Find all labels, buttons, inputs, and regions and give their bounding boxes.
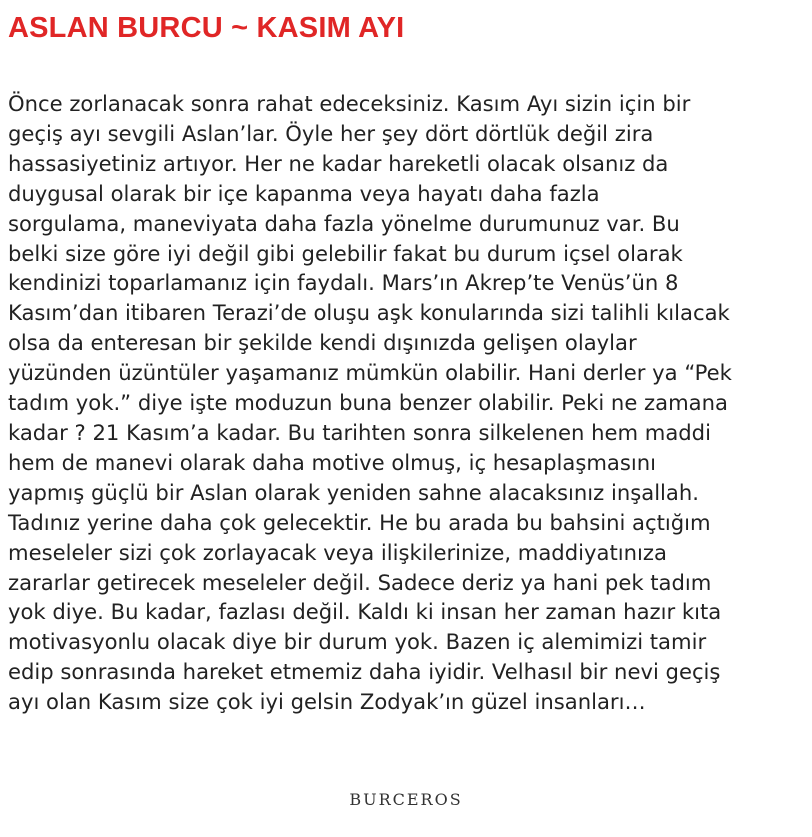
body-line: Kasım’dan itibaren Terazi’de oluşu aşk konularında sizi talihli kılacak — [8, 300, 730, 326]
body-line: Önce zorlanacak sonra rahat edeceksiniz. Kasım Ayı sizin için bir — [8, 91, 691, 116]
body-line: belki size göre iyi değil gibi gelebilir fakat bu durum içsel olarak — [8, 240, 683, 266]
body-line: geçiş ayı sevgili Aslan’lar. Öyle her şey dört dörtlük değil zira — [8, 120, 654, 146]
body-line: olsa da enteresan bir şekilde kendi dışınızda gelişen olaylar — [8, 330, 637, 356]
body-line: yapmış güçlü bir Aslan olarak yeniden sahne alacaksınız inşallah. — [8, 479, 699, 505]
body-line: edip sonrasında hareket etmemiz daha iyidir. Velhasıl bir nevi geçiş — [8, 659, 721, 685]
body-line: tadım yok.” diye işte moduzun buna benzer olabilir. Peki ne zamana — [8, 390, 728, 416]
body-line: kendinizi toparlamanız için faydalı. Mars’ın Akrep’te Venüs’ün 8 — [8, 270, 679, 296]
body-line: meseleler sizi çok zorlayacak veya ilişkilerinize, maddiyatınıza — [8, 539, 667, 565]
brand-footer: BURCEROS — [349, 790, 463, 809]
body-line: yok diye. Bu kadar, fazlası değil. Kaldı ki insan her zaman hazır kıta — [8, 599, 722, 625]
body-line: motivasyonlu olacak diye bir durum yok. Bazen iç alemimizi tamir — [8, 629, 707, 655]
body-line: hem de manevi olarak daha motive olmuş, iç hesaplaşmasını — [8, 449, 657, 475]
body-line: Tadınız yerine daha çok gelecektir. He bu arada bu bahsini açtığım — [8, 509, 711, 535]
body-line: duygusal olarak bir içe kapanma veya hayatı daha fazla — [8, 180, 600, 206]
body-line: ayı olan Kasım size çok iyi gelsin Zodyak’ın güzel insanları… — [8, 689, 646, 715]
body-line: sorgulama, maneviyata daha fazla yönelme durumunuz var. Bu — [8, 210, 680, 236]
body-line: yüzünden üzüntüler yaşamanız mümkün olabilir. Hani derler ya “Pek — [8, 360, 732, 386]
body-line: hassasiyetiniz artıyor. Her ne kadar hareketli olacak olsanız da — [8, 150, 669, 176]
horoscope-body — [8, 89, 808, 717]
page-title: ASLAN BURCU ~ KASIM AYI — [8, 12, 405, 44]
body-line: kadar ? 21 Kasım’a kadar. Bu tarihten sonra silkelenen hem maddi — [8, 419, 711, 445]
body-line: zararlar getirecek meseleler değil. Sadece deriz ya hani pek tadım — [8, 569, 712, 595]
